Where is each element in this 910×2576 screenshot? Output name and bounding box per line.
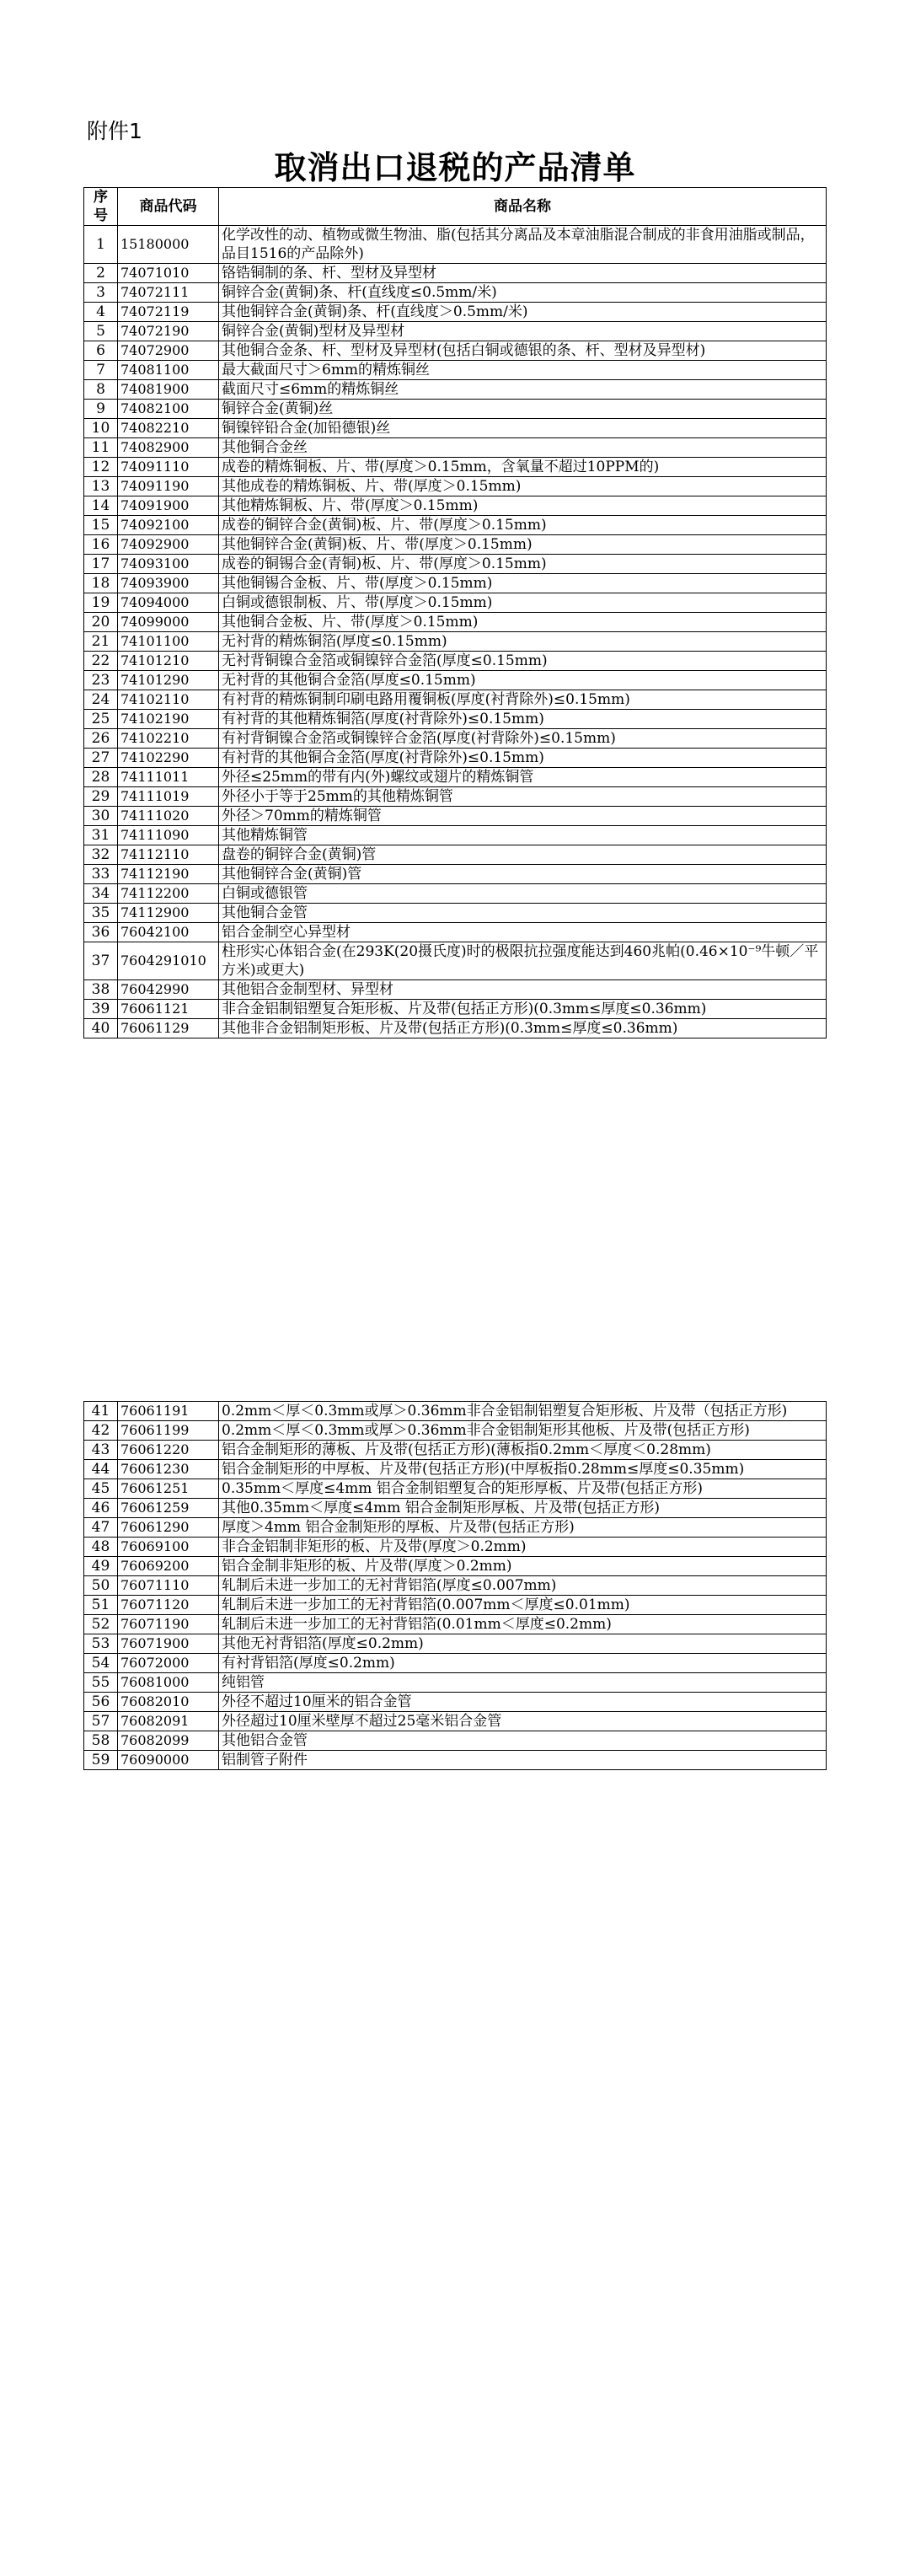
table-row (84, 264, 827, 283)
row-index: 8 (84, 380, 118, 400)
row-code: 74091110 (118, 458, 219, 477)
row-code: 74092100 (118, 516, 219, 535)
row-name: 截面尺寸≤6mm的精炼铜丝 (219, 380, 827, 400)
row-name: 成卷的铜锌合金(黄铜)板、片、带(厚度＞0.15mm) (219, 516, 827, 535)
row-name: 柱形实心体铝合金(在293K(20摄氏度)时的极限抗拉强度能达到460兆帕(0.46×10⁻⁹牛顿／平方米)或更大) (219, 942, 827, 980)
row-code: 15180000 (118, 226, 219, 264)
row-index: 35 (84, 904, 118, 923)
row-index: 23 (84, 671, 118, 690)
row-index: 3 (84, 283, 118, 303)
row-code: 74111019 (118, 787, 219, 807)
row-code: 74112200 (118, 884, 219, 904)
row-code: 76061129 (118, 1019, 219, 1038)
row-name: 有衬背的精炼铜制印刷电路用覆铜板(厚度(衬背除外)≤0.15mm) (219, 690, 827, 710)
row-index: 39 (84, 1000, 118, 1019)
table-row (84, 1441, 827, 1460)
row-index: 34 (84, 884, 118, 904)
table-row (84, 283, 827, 303)
row-code: 74072119 (118, 303, 219, 322)
row-name: 其他精炼铜管 (219, 826, 827, 845)
table-row (84, 380, 827, 400)
row-index: 48 (84, 1538, 118, 1557)
row-index: 21 (84, 632, 118, 652)
row-name: 外径超过10厘米壁厚不超过25毫米铝合金管 (219, 1712, 827, 1731)
row-index: 41 (84, 1402, 118, 1421)
table-row (84, 1538, 827, 1557)
row-name: 有衬背铝箔(厚度≤0.2mm) (219, 1654, 827, 1673)
row-index: 52 (84, 1615, 118, 1634)
row-name: 白铜或德银管 (219, 884, 827, 904)
table-row (84, 942, 827, 980)
row-code: 74102190 (118, 710, 219, 729)
row-index: 13 (84, 477, 118, 496)
row-name: 化学改性的动、植物或微生物油、脂(包括其分离品及本章油脂混合制成的非食用油脂或制品，品目1516的产品除外) (219, 226, 827, 264)
row-index: 56 (84, 1693, 118, 1712)
row-index: 7 (84, 361, 118, 380)
row-code: 74082100 (118, 400, 219, 419)
table-row (84, 1731, 827, 1751)
row-name: 其他铝合金制型材、异型材 (219, 980, 827, 1000)
row-name: 外径＞70mm的精炼铜管 (219, 807, 827, 826)
row-index: 22 (84, 652, 118, 671)
row-name: 铝合金制矩形的中厚板、片及带(包括正方形)(中厚板指0.28mm≤厚度≤0.35mm) (219, 1460, 827, 1479)
row-code: 74111090 (118, 826, 219, 845)
row-index: 44 (84, 1460, 118, 1479)
row-index: 19 (84, 593, 118, 613)
row-name: 其他铜锌合金(黄铜)管 (219, 865, 827, 884)
row-name: 轧制后未进一步加工的无衬背铝箔(0.01mm＜厚度≤0.2mm) (219, 1615, 827, 1634)
row-index: 37 (84, 942, 118, 980)
row-name: 有衬背铜镍合金箔或铜镍锌合金箔(厚度(衬背除外)≤0.15mm) (219, 729, 827, 749)
table-row (84, 555, 827, 574)
row-code: 76090000 (118, 1751, 219, 1770)
row-code: 76061259 (118, 1499, 219, 1518)
table-row (84, 1576, 827, 1596)
row-index: 5 (84, 322, 118, 341)
row-index: 29 (84, 787, 118, 807)
table-row (84, 1518, 827, 1538)
row-code: 76071900 (118, 1634, 219, 1654)
row-code: 76071120 (118, 1596, 219, 1615)
table-row (84, 1596, 827, 1615)
row-code: 74072190 (118, 322, 219, 341)
row-name: 其他铜合金管 (219, 904, 827, 923)
row-name: 纯铝管 (219, 1673, 827, 1693)
row-name: 铝制管子附件 (219, 1751, 827, 1770)
row-index: 53 (84, 1634, 118, 1654)
row-name: 有衬背的其他铜合金箔(厚度(衬背除外)≤0.15mm) (219, 749, 827, 768)
table-row (84, 535, 827, 555)
row-code: 74091190 (118, 477, 219, 496)
row-index: 17 (84, 555, 118, 574)
header-name: 商品名称 (219, 188, 827, 226)
row-index: 42 (84, 1421, 118, 1441)
table-row (84, 749, 827, 768)
table-row (84, 884, 827, 904)
row-index: 27 (84, 749, 118, 768)
table-row (84, 710, 827, 729)
row-code: 74091900 (118, 496, 219, 516)
row-code: 74111020 (118, 807, 219, 826)
row-code: 74111011 (118, 768, 219, 787)
table-row (84, 438, 827, 458)
table-row (84, 980, 827, 1000)
row-name: 其他铜合金丝 (219, 438, 827, 458)
row-index: 33 (84, 865, 118, 884)
row-name: 其他精炼铜板、片、带(厚度＞0.15mm) (219, 496, 827, 516)
row-name: 外径≤25mm的带有内(外)螺纹或翅片的精炼铜管 (219, 768, 827, 787)
row-name: 其他铜合金板、片、带(厚度＞0.15mm) (219, 613, 827, 632)
row-index: 16 (84, 535, 118, 555)
row-index: 45 (84, 1479, 118, 1499)
table-row (84, 1557, 827, 1576)
row-code: 76072000 (118, 1654, 219, 1673)
table-row (84, 1654, 827, 1673)
row-name: 其他非合金铝制矩形板、片及带(包括正方形)(0.3mm≤厚度≤0.36mm) (219, 1019, 827, 1038)
table-row (84, 1615, 827, 1634)
table-header-row (84, 188, 827, 226)
row-index: 54 (84, 1654, 118, 1673)
row-code: 74112110 (118, 845, 219, 865)
row-code: 74072111 (118, 283, 219, 303)
row-code: 74102210 (118, 729, 219, 749)
row-index: 12 (84, 458, 118, 477)
table-row (84, 787, 827, 807)
table-row (84, 1421, 827, 1441)
row-name: 其他无衬背铝箔(厚度≤0.2mm) (219, 1634, 827, 1654)
row-index: 43 (84, 1441, 118, 1460)
row-code: 76042990 (118, 980, 219, 1000)
row-index: 15 (84, 516, 118, 535)
row-name: 0.2mm＜厚＜0.3mm或厚＞0.36mm非合金铝制铝塑复合矩形板、片及带（包括正方形) (219, 1402, 827, 1421)
row-name: 非合金铝制非矩形的板、片及带(厚度＞0.2mm) (219, 1538, 827, 1557)
table-row (84, 865, 827, 884)
row-index: 59 (84, 1751, 118, 1770)
row-name: 有衬背的其他精炼铜箔(厚度(衬背除外)≤0.15mm) (219, 710, 827, 729)
row-index: 9 (84, 400, 118, 419)
row-code: 74101290 (118, 671, 219, 690)
table-row (84, 593, 827, 613)
row-name: 其他铜合金条、杆、型材及异型材(包括白铜或德银的条、杆、型材及异型材) (219, 341, 827, 361)
page-title: 取消出口退税的产品清单 (274, 148, 636, 186)
row-index: 28 (84, 768, 118, 787)
table-row (84, 458, 827, 477)
row-code: 76069200 (118, 1557, 219, 1576)
table-row (84, 729, 827, 749)
row-code: 76061230 (118, 1460, 219, 1479)
row-index: 1 (84, 226, 118, 264)
table-row (84, 419, 827, 438)
header-index: 序号 (84, 188, 118, 226)
row-name: 白铜或德银制板、片、带(厚度＞0.15mm) (219, 593, 827, 613)
row-index: 18 (84, 574, 118, 593)
row-code: 74099000 (118, 613, 219, 632)
row-code: 76061251 (118, 1479, 219, 1499)
table-row (84, 322, 827, 341)
attachment-label: 附件1 (87, 119, 142, 143)
row-code: 76082010 (118, 1693, 219, 1712)
row-name: 其他成卷的精炼铜板、片、带(厚度＞0.15mm) (219, 477, 827, 496)
row-code: 76081000 (118, 1673, 219, 1693)
table-row (84, 1712, 827, 1731)
row-name: 其他铜锌合金(黄铜)条、杆(直线度＞0.5mm/米) (219, 303, 827, 322)
row-index: 50 (84, 1576, 118, 1596)
row-code: 76082091 (118, 1712, 219, 1731)
row-name: 厚度＞4mm 铝合金制矩形的厚板、片及带(包括正方形) (219, 1518, 827, 1538)
table-row (84, 671, 827, 690)
row-code: 74093900 (118, 574, 219, 593)
row-index: 55 (84, 1673, 118, 1693)
row-code: 76042100 (118, 923, 219, 942)
table-row (84, 1634, 827, 1654)
row-name: 外径不超过10厘米的铝合金管 (219, 1693, 827, 1712)
table-row (84, 1000, 827, 1019)
row-name: 铝合金制矩形的薄板、片及带(包括正方形)(薄板指0.2mm＜厚度＜0.28mm) (219, 1441, 827, 1460)
row-code: 74094000 (118, 593, 219, 613)
row-index: 20 (84, 613, 118, 632)
table-row (84, 1673, 827, 1693)
table-row (84, 1019, 827, 1038)
row-index: 6 (84, 341, 118, 361)
table-row (84, 1751, 827, 1770)
row-code: 74112190 (118, 865, 219, 884)
row-code: 74102110 (118, 690, 219, 710)
row-code: 76071190 (118, 1615, 219, 1634)
row-name: 盘卷的铜锌合金(黄铜)管 (219, 845, 827, 865)
product-table-part2 (83, 1401, 827, 1770)
row-index: 49 (84, 1557, 118, 1576)
row-name: 最大截面尺寸＞6mm的精炼铜丝 (219, 361, 827, 380)
row-name: 铝合金制非矩形的板、片及带(厚度＞0.2mm) (219, 1557, 827, 1576)
row-code: 74071010 (118, 264, 219, 283)
table-row (84, 613, 827, 632)
row-index: 10 (84, 419, 118, 438)
row-code: 74102290 (118, 749, 219, 768)
table-row (84, 496, 827, 516)
row-name: 其他铜锌合金(黄铜)板、片、带(厚度＞0.15mm) (219, 535, 827, 555)
row-index: 47 (84, 1518, 118, 1538)
row-code: 76082099 (118, 1731, 219, 1751)
row-name: 无衬背铜镍合金箔或铜镍锌合金箔(厚度≤0.15mm) (219, 652, 827, 671)
table-row (84, 341, 827, 361)
row-index: 2 (84, 264, 118, 283)
row-index: 38 (84, 980, 118, 1000)
row-index: 36 (84, 923, 118, 942)
row-name: 其他铜锡合金板、片、带(厚度＞0.15mm) (219, 574, 827, 593)
row-name: 0.35mm＜厚度≤4mm 铝合金制铝塑复合的矩形厚板、片及带(包括正方形) (219, 1479, 827, 1499)
row-code: 76069100 (118, 1538, 219, 1557)
table-row (84, 1460, 827, 1479)
table-row (84, 923, 827, 942)
row-code: 74101100 (118, 632, 219, 652)
table-row (84, 652, 827, 671)
row-name: 轧制后未进一步加工的无衬背铝箔(0.007mm＜厚度≤0.01mm) (219, 1596, 827, 1615)
table-body-part2 (84, 1402, 827, 1770)
row-index: 11 (84, 438, 118, 458)
header-code: 商品代码 (118, 188, 219, 226)
row-name: 成卷的铜锡合金(青铜)板、片、带(厚度＞0.15mm) (219, 555, 827, 574)
row-index: 58 (84, 1731, 118, 1751)
table-row (84, 361, 827, 380)
row-index: 26 (84, 729, 118, 749)
row-name: 其他铝合金管 (219, 1731, 827, 1751)
table-row (84, 845, 827, 865)
row-name: 铜锌合金(黄铜)丝 (219, 400, 827, 419)
row-index: 51 (84, 1596, 118, 1615)
row-name: 其他0.35mm＜厚度≤4mm 铝合金制矩形厚板、片及带(包括正方形) (219, 1499, 827, 1518)
table-row (84, 226, 827, 264)
row-code: 76061121 (118, 1000, 219, 1019)
table-row (84, 1402, 827, 1421)
row-name: 成卷的精炼铜板、片、带(厚度＞0.15mm，含氧量不超过10PPM的) (219, 458, 827, 477)
row-index: 46 (84, 1499, 118, 1518)
product-table-part1 (83, 187, 827, 1038)
row-code: 74093100 (118, 555, 219, 574)
table-row (84, 768, 827, 787)
table-row (84, 1479, 827, 1499)
row-code: 76061199 (118, 1421, 219, 1441)
row-code: 74082210 (118, 419, 219, 438)
row-name: 铜锌合金(黄铜)条、杆(直线度≤0.5mm/米) (219, 283, 827, 303)
row-code: 76061220 (118, 1441, 219, 1460)
row-name: 铬锆铜制的条、杆、型材及异型材 (219, 264, 827, 283)
row-code: 74082900 (118, 438, 219, 458)
row-index: 30 (84, 807, 118, 826)
row-index: 31 (84, 826, 118, 845)
row-index: 24 (84, 690, 118, 710)
row-name: 无衬背的精炼铜箔(厚度≤0.15mm) (219, 632, 827, 652)
row-index: 25 (84, 710, 118, 729)
table-row (84, 574, 827, 593)
row-index: 40 (84, 1019, 118, 1038)
row-code: 74112900 (118, 904, 219, 923)
table-row (84, 516, 827, 535)
table-body-part1 (84, 226, 827, 1038)
row-index: 32 (84, 845, 118, 865)
row-name: 非合金铝制铝塑复合矩形板、片及带(包括正方形)(0.3mm≤厚度≤0.36mm) (219, 1000, 827, 1019)
table-row (84, 303, 827, 322)
row-code: 76061191 (118, 1402, 219, 1421)
table-row (84, 904, 827, 923)
row-code: 74081900 (118, 380, 219, 400)
table-row (84, 807, 827, 826)
row-code: 74072900 (118, 341, 219, 361)
row-name: 铝合金制空心异型材 (219, 923, 827, 942)
table-row (84, 1499, 827, 1518)
row-code: 76061290 (118, 1518, 219, 1538)
table-row (84, 690, 827, 710)
row-code: 76071110 (118, 1576, 219, 1596)
table-row (84, 477, 827, 496)
row-name: 无衬背的其他铜合金箔(厚度≤0.15mm) (219, 671, 827, 690)
row-name: 外径小于等于25mm的其他精炼铜管 (219, 787, 827, 807)
row-index: 57 (84, 1712, 118, 1731)
table-row (84, 400, 827, 419)
row-name: 轧制后未进一步加工的无衬背铝箔(厚度≤0.007mm) (219, 1576, 827, 1596)
table-row (84, 826, 827, 845)
row-code: 74092900 (118, 535, 219, 555)
row-index: 4 (84, 303, 118, 322)
table-row (84, 1693, 827, 1712)
row-name: 0.2mm＜厚＜0.3mm或厚＞0.36mm非合金铝制矩形其他板、片及带(包括正方形) (219, 1421, 827, 1441)
row-index: 14 (84, 496, 118, 516)
row-name: 铜锌合金(黄铜)型材及异型材 (219, 322, 827, 341)
row-name: 铜镍锌铅合金(加铅德银)丝 (219, 419, 827, 438)
row-code: 74081100 (118, 361, 219, 380)
table-row (84, 632, 827, 652)
row-code: 74101210 (118, 652, 219, 671)
row-code: 7604291010 (118, 942, 219, 980)
